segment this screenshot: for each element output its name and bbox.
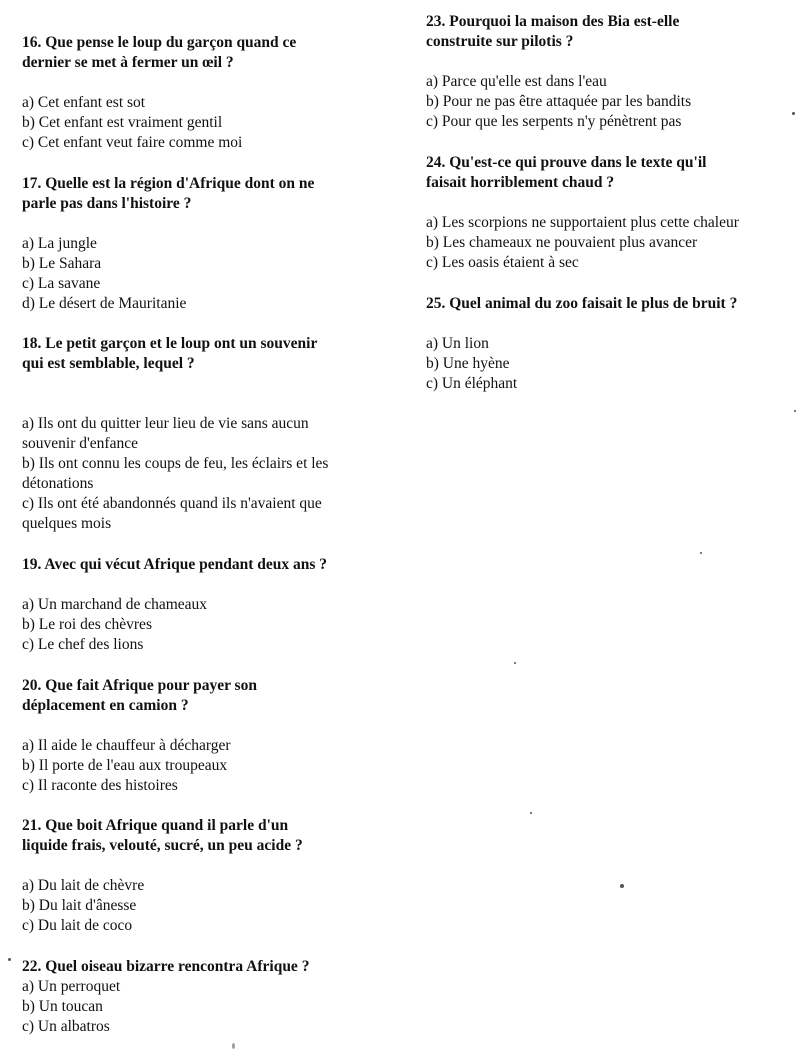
answer-option: a) Cet enfant est sot [22, 94, 146, 111]
answer-option: a) Parce qu'elle est dans l'eau [426, 73, 607, 90]
answer-list [22, 977, 402, 1037]
answer-option: b) Les chameaux ne pouvaient plus avancer [426, 234, 698, 251]
answer-option: a) Un lion [426, 335, 489, 352]
question-title: 21. Que boit Afrique quand il parle d'un liquide frais, velouté, sucré, un peu acide ? [22, 817, 303, 854]
answer-list [22, 414, 402, 534]
question-title: 19. Avec qui vécut Afrique pendant deux ans ? [22, 556, 328, 573]
answer-option: b) Un toucan [22, 998, 103, 1015]
answer-list [22, 876, 402, 936]
question-23 [426, 12, 796, 132]
question-title: 20. Que fait Afrique pour payer son déplacement en camion ? [22, 677, 257, 714]
question-21 [22, 816, 402, 936]
question-20 [22, 676, 402, 796]
answer-option: c) Un albatros [22, 1018, 110, 1035]
question-24 [426, 153, 796, 273]
answer-list [22, 595, 402, 655]
question-title: 18. Le petit garçon et le loup ont un souvenir qui est semblable, lequel ? [22, 335, 318, 372]
answer-option: a) Ils ont du quitter leur lieu de vie sans aucun souvenir d'enfance [22, 415, 309, 452]
question-18 [22, 334, 402, 534]
question-19 [22, 555, 402, 655]
answer-list [426, 334, 796, 394]
answer-option: b) Le Sahara [22, 255, 102, 272]
scan-speck [620, 884, 624, 888]
answer-option: a) Les scorpions ne supportaient plus cette chaleur [426, 214, 739, 231]
answer-option: c) Du lait de coco [22, 917, 133, 934]
question-22 [22, 957, 402, 1037]
answer-option: c) Un éléphant [426, 375, 518, 392]
answer-option: c) Pour que les serpents n'y pénètrent pas [426, 113, 682, 130]
answer-option: a) La jungle [22, 235, 97, 252]
answer-option: a) Il aide le chauffeur à décharger [22, 737, 231, 754]
question-title: 25. Quel animal du zoo faisait le plus de bruit ? [426, 295, 738, 312]
scan-speck [8, 958, 11, 961]
scan-speck [530, 812, 532, 814]
answer-option: c) Ils ont été abandonnés quand ils n'avaient que quelques mois [22, 495, 322, 532]
answer-option: c) Les oasis étaient à sec [426, 254, 579, 271]
answer-option: b) Pour ne pas être attaquée par les bandits [426, 93, 692, 110]
question-16 [22, 33, 402, 153]
answer-option: b) Ils ont connu les coups de feu, les éclairs et les détonations [22, 455, 329, 492]
answer-option: a) Un marchand de chameaux [22, 596, 208, 613]
answer-list [426, 213, 796, 273]
question-title: 17. Quelle est la région d'Afrique dont on ne parle pas dans l'histoire ? [22, 175, 315, 212]
answer-option: b) Une hyène [426, 355, 510, 372]
question-title: 23. Pourquoi la maison des Bia est-elle construite sur pilotis ? [426, 13, 680, 50]
question-25 [426, 294, 796, 394]
answer-option: c) La savane [22, 275, 101, 292]
answer-list [22, 234, 402, 314]
answer-list [22, 736, 402, 796]
answer-list [22, 93, 402, 153]
answer-option: a) Un perroquet [22, 978, 121, 995]
question-title: 16. Que pense le loup du garçon quand ce dernier se met à fermer un œil ? [22, 34, 297, 71]
answer-option: b) Le roi des chèvres [22, 616, 152, 633]
answer-option: c) Le chef des lions [22, 636, 144, 653]
answer-option: b) Cet enfant est vraiment gentil [22, 114, 223, 131]
answer-option: d) Le désert de Mauritanie [22, 295, 187, 312]
answer-option: c) Cet enfant veut faire comme moi [22, 134, 243, 151]
scan-speck [232, 1043, 235, 1049]
scan-speck [794, 410, 796, 412]
answer-list [426, 72, 796, 132]
question-17 [22, 174, 402, 314]
answer-option: c) Il raconte des histoires [22, 777, 178, 794]
scan-speck [514, 662, 516, 664]
answer-option: b) Du lait d'ânesse [22, 897, 137, 914]
scan-speck [792, 112, 795, 115]
scan-speck [700, 552, 702, 554]
question-title: 22. Quel oiseau bizarre rencontra Afrique ? [22, 958, 310, 975]
question-title: 24. Qu'est-ce qui prouve dans le texte qu'il faisait horriblement chaud ? [426, 154, 707, 191]
answer-option: a) Du lait de chèvre [22, 877, 145, 894]
answer-option: b) Il porte de l'eau aux troupeaux [22, 757, 228, 774]
